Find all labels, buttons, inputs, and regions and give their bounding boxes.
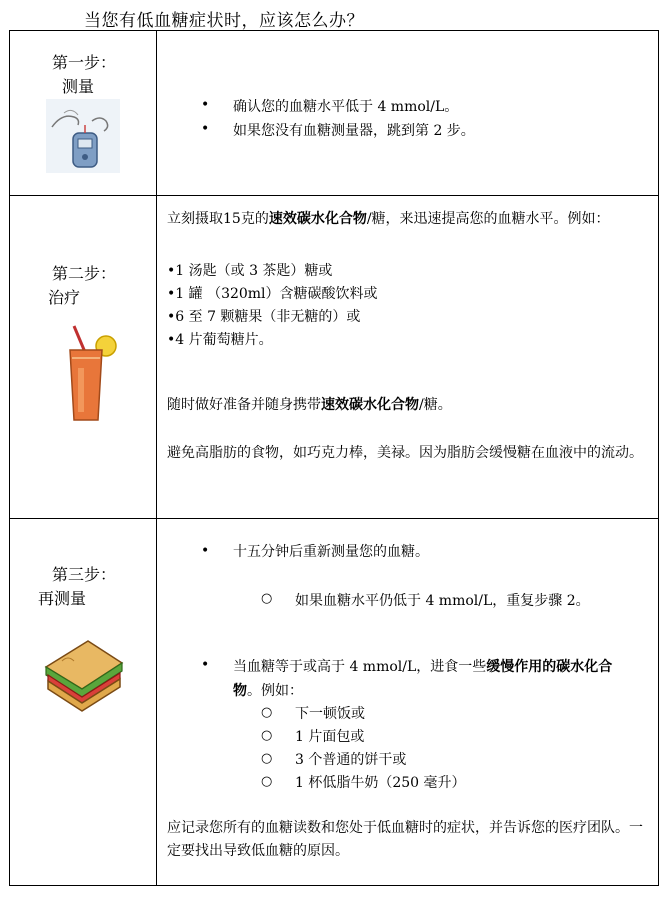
- step1-bullet1: 确认您的血糖水平低于 4 mmol/L。: [233, 99, 459, 115]
- step1-bullet2-marker: •: [201, 121, 210, 137]
- page-title: 当您有低血糖症状时，应该怎么办？: [84, 11, 364, 31]
- step1-label-cell: [10, 31, 157, 196]
- step2-label-line2: 治疗: [48, 288, 81, 307]
- step2-label-line1: 第二步：: [52, 264, 117, 283]
- steps-table: [9, 30, 659, 886]
- step2-carry-text-b: /糖。: [419, 397, 452, 413]
- step2-intro-bold: 速效碳水化合物: [268, 211, 367, 227]
- step3-label-cell: [10, 519, 157, 886]
- step2-intro-text-b: /糖，来迅速提高您的血糖水平。例如：: [366, 211, 610, 227]
- step3-sub1-marker: ○: [261, 591, 273, 606]
- step2-items: [167, 260, 378, 352]
- step3-bullet2-text-a: 当血糖等于或高于 4 mmol/L，进食一些: [233, 659, 487, 675]
- step2-item: •6 至 7 颗糖果（非无糖的）或: [167, 309, 361, 325]
- step3-sub1: 如果血糖水平仍低于 4 mmol/L，重复步骤 2。: [295, 593, 590, 609]
- step2-label-cell: [10, 196, 157, 519]
- step2-item: •4 片葡萄糖片。: [167, 332, 273, 348]
- step3-bullet2-bold: 缓慢作用的碳水化合物: [233, 659, 613, 699]
- step2-avoid: 避免高脂肪的食物，如巧克力棒，美禄。因为脂肪会缓慢糖在血液中的流动。: [167, 445, 643, 461]
- step3-bullet2-text-b: 。例如：: [247, 683, 303, 699]
- step3-content-cell: [157, 519, 659, 886]
- step3-sub-item: 3 个普通的饼干或: [295, 752, 407, 768]
- step2-label: [48, 262, 117, 310]
- sandwich-icon: [42, 637, 126, 713]
- step3-sub-item: 下一顿饭或: [295, 706, 365, 722]
- step3-sub-marker: ○: [261, 705, 273, 720]
- juice-glass-icon: [62, 324, 118, 424]
- step2-carry: [167, 394, 452, 417]
- step3-bullet2-marker: •: [201, 657, 210, 673]
- step3-sub-marker: ○: [261, 728, 273, 743]
- step2-carry-bold: 速效碳水化合物: [321, 397, 419, 413]
- step2-intro: [167, 208, 643, 231]
- step3-record: 应记录您所有的血糖读数和您处于低血糖时的症状，并告诉您的医疗团队。一定要找出导致低血糖的原因。: [167, 820, 643, 859]
- step1-bullet1-marker: •: [201, 97, 210, 113]
- step3-bullet1-marker: •: [201, 543, 210, 559]
- step2-intro-text-a: 立刻摄取15克的: [167, 211, 269, 227]
- step3-bullet1: 十五分钟后重新测量您的血糖。: [233, 544, 429, 560]
- step3-label-line2: 再测量: [38, 589, 87, 608]
- glucose-meter-icon: [46, 99, 120, 173]
- step3-sub-item: 1 片面包或: [295, 729, 365, 745]
- step1-label-line2: 测量: [62, 77, 95, 96]
- step3-sub-item: 1 杯低脂牛奶（250 毫升）: [295, 775, 466, 791]
- step2-content-cell: [157, 196, 659, 519]
- step2-item: •1 罐 （320ml）含糖碳酸饮料或: [167, 286, 378, 302]
- step3-sub-marker: ○: [261, 751, 273, 766]
- step1-row: [10, 31, 659, 196]
- step1-label-line1: 第一步：: [52, 53, 117, 72]
- step2-carry-text-a: 随时做好准备并随身携带: [167, 397, 321, 413]
- step2-item: •1 汤匙（或 3 茶匙）糖或: [167, 263, 333, 279]
- step2-row: [10, 196, 659, 519]
- step3-sub-marker: ○: [261, 774, 273, 789]
- step3-row: [10, 519, 659, 886]
- step3-label: [38, 563, 117, 611]
- step3-bullet2: [233, 655, 633, 703]
- step3-label-line1: 第三步：: [52, 565, 117, 584]
- step1-bullet2: 如果您没有血糖测量器，跳到第 2 步。: [233, 123, 475, 139]
- step1-content-cell: [157, 31, 659, 196]
- step1-label: [52, 51, 116, 99]
